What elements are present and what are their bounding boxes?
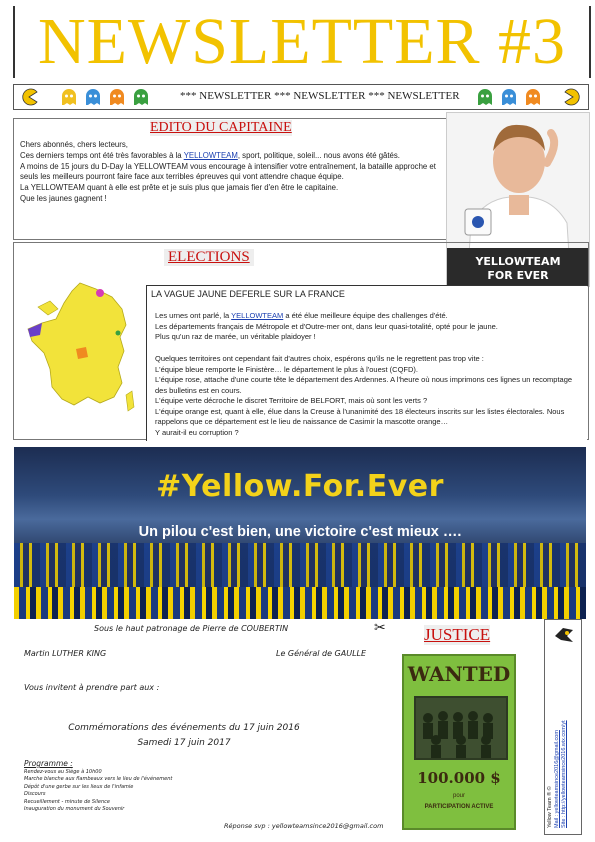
team-photo-image	[416, 698, 506, 758]
ghost-orange-icon	[524, 88, 542, 106]
creuse-region	[76, 347, 88, 359]
edito-heading: EDITO DU CAPITAINE	[150, 120, 292, 135]
elections-paragraph	[155, 354, 580, 438]
contact-details	[547, 638, 568, 828]
invitation-text: Vous invitent à prendre part aux :	[24, 683, 160, 692]
ghost-green-icon	[132, 88, 150, 106]
edito-greeting: Chers abonnés, chers lecteurs,	[20, 140, 128, 149]
elections-heading: ELECTIONS	[164, 249, 254, 266]
finistere-region	[28, 323, 42, 337]
team-photo	[414, 696, 508, 760]
program-item: Marche blanche aux flambeaux vers le lieu de l'événement	[24, 776, 173, 783]
elections-line: Plus qu'un raz de marée, un véritable plaidoyer !	[155, 332, 316, 341]
mail-link[interactable]: Mail : yellowteamsince2016@gmail.com	[554, 730, 560, 828]
elections-subtitle: LA VAGUE JAUNE DEFERLE SUR LA FRANCE	[151, 289, 345, 299]
program-heading: Programme :	[24, 759, 73, 768]
program-list	[24, 769, 172, 813]
edito-body	[20, 140, 450, 205]
elections-line: L'équipe rose, attache d'une courte tête le département des Ardennes. A l'heure où nous imprimons ces lignes un recomptage des bulletins est en cours.	[155, 375, 573, 395]
edito-text: Ces derniers temps ont été très favorables à la	[20, 150, 184, 160]
newsletter-title: NEWSLETTER #3	[37, 5, 567, 78]
elections-line: L'équipe bleue remporte le Finistère… le département le plus à l'ouest (CQFD).	[155, 364, 418, 374]
elections-line	[155, 311, 580, 322]
ghost-blue-icon	[84, 88, 102, 106]
reward-for: pour	[452, 793, 465, 799]
ticker-bar	[13, 84, 589, 110]
elections-line: Quelques territoires ont cependant fait d'autres choix, espérons qu'ils ne le regrettent pas trop vite :	[155, 354, 484, 363]
edito-paragraph: La YELLOWTEAM quant à elle est prête et je suis plus que jamais fier d'en être le capitaine.	[20, 183, 339, 193]
invitation-host: Martin LUTHER KING	[24, 649, 107, 658]
contact-sidebar	[544, 619, 582, 835]
elections-paragraph	[155, 311, 580, 343]
elections-article	[146, 285, 587, 441]
pacman-icon	[564, 88, 582, 106]
program-item: Inauguration du monument du Souvenir	[24, 806, 125, 813]
reward-reason: PARTICIPATION ACTIVE	[424, 804, 494, 810]
elections-text: a été élue meilleure équipe des challenges d'été.	[283, 311, 448, 320]
ghost-green-icon	[476, 88, 494, 106]
invitation-patronage: Sous le haut patronage de Pierre de COUBERTIN	[94, 624, 289, 633]
copyright-text: Yellow Team ® ©	[547, 786, 553, 828]
elections-line: Y aurait-il eu corruption ?	[155, 427, 239, 437]
pacman-icon	[20, 88, 38, 106]
elections-text: Les urnes ont parlé, la	[155, 311, 232, 320]
ticker-text: *** NEWSLETTER *** NEWSLETTER *** NEWSLETTER	[180, 90, 460, 102]
edito-text: , sport, politique, soleil... nous avons été gâtés.	[237, 150, 400, 160]
program-item: Rendez-vous au Siège à 10h00	[24, 769, 102, 775]
yellowteam-link[interactable]: YELLOWTEAM	[231, 311, 284, 320]
masthead	[13, 6, 591, 78]
yellowteam-link[interactable]: YELLOWTEAM	[183, 150, 238, 160]
captain-caption-line2: FOR EVER	[487, 269, 549, 282]
commemoration-date: Samedi 17 juin 2017	[137, 738, 231, 748]
reward-amount: 100.000 $	[417, 769, 501, 787]
edito-closing: Que les jaunes gagnent !	[20, 193, 107, 203]
justice-heading: JUSTICE	[424, 625, 491, 644]
elections-line: L'équipe orange est, quant à elle, élue dans la Creuse à l'unanimité des 18 électeurs inscrits sur les listes électorales. Nous rappelons que ce département est le lieu de naissance de Casimir la mascotte orange…	[155, 406, 565, 426]
wanted-title: WANTED	[407, 662, 511, 686]
scissors-icon: ✂	[374, 619, 386, 635]
elections-line: L'équipe verte décroche le discret Territoire de BELFORT, mais où sont les verts ?	[155, 396, 428, 405]
ardennes-region	[96, 289, 104, 297]
yellow-for-ever-banner	[14, 447, 586, 619]
justice-section	[388, 619, 523, 833]
ghost-blue-icon	[500, 88, 518, 106]
program-item: Discours	[24, 791, 46, 798]
banner-hashtag: #Yellow.For.Ever	[156, 469, 444, 504]
site-link[interactable]: Site : http://yellowteamsince2016.wix.com/yt	[561, 720, 567, 828]
edito-paragraph: A moins de 15 jours du D-Day la YELLOWTEAM vous encourage à intensifier votre entraînement, la bataille approche et seuls les meilleurs pourront faire face aux terribles épreuves qui vont attendre chaque équipe.	[20, 161, 436, 182]
crowd-image	[14, 587, 586, 619]
france-map	[22, 279, 142, 429]
invitation-host: Le Général de GAULLE	[276, 649, 367, 658]
ghost-orange-icon	[108, 88, 126, 106]
commemoration-title: Commémorations des événements du 17 juin 2016	[68, 723, 300, 733]
program-item: Dépôt d'une gerbe sur les lieux de l'infamie	[24, 783, 134, 790]
belfort-region	[116, 331, 121, 336]
edito-paragraph	[20, 151, 450, 162]
invitation-section	[14, 619, 384, 833]
banner-slogan: Un pilou c'est bien, une victoire c'est mieux ….	[138, 524, 462, 540]
rsvp-contact: Réponse svp : yellowteamsince2016@gmail.com	[224, 822, 384, 830]
captain-caption-line1: YELLOWTEAM	[475, 255, 561, 268]
wanted-poster	[402, 654, 516, 830]
ghost-yellow-icon	[60, 88, 78, 106]
elections-line: Les départements français de Métropole et d'Outre-mer ont, dans leur quasi-totalité, opté pour le jaune.	[155, 321, 498, 331]
program-item: Recueillement - minute de Silence	[24, 798, 110, 805]
